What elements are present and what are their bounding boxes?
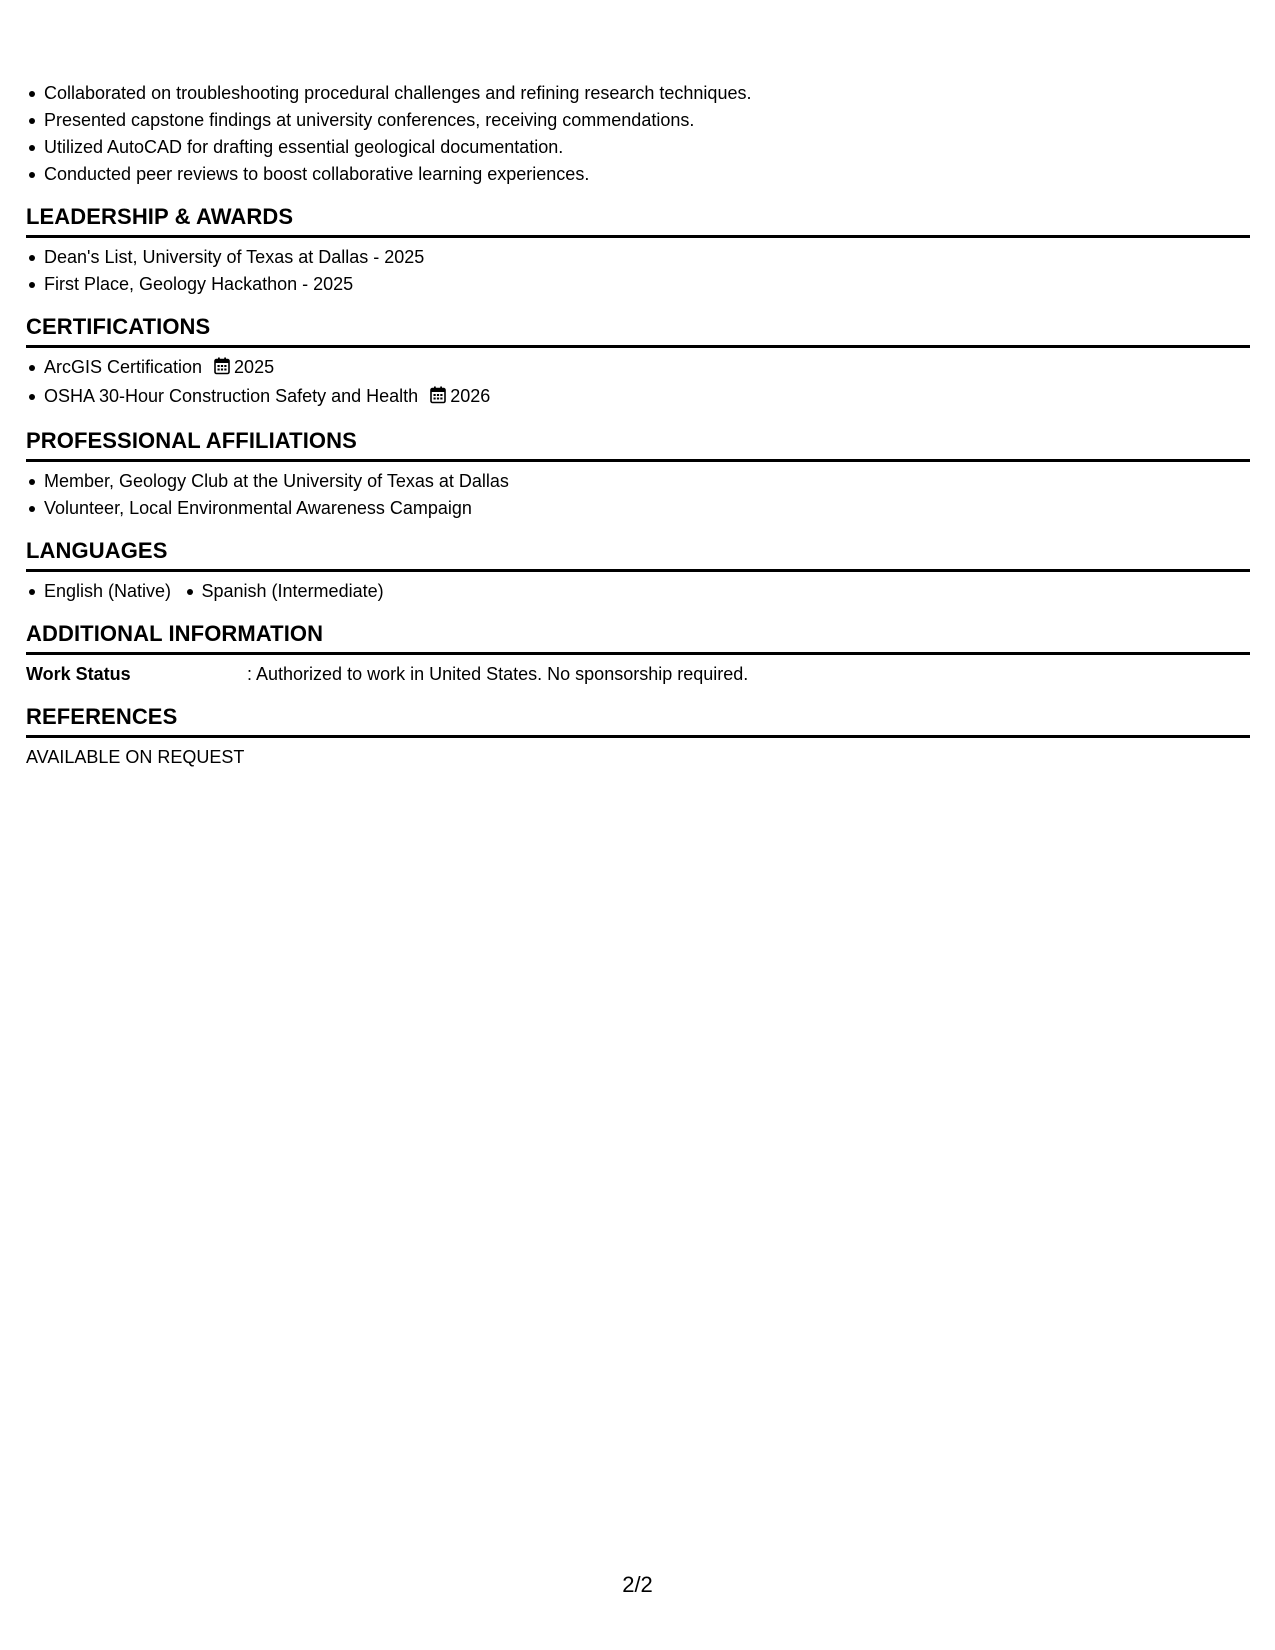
- list-item: First Place, Geology Hackathon - 2025: [44, 271, 1250, 298]
- section-title: LEADERSHIP & AWARDS: [26, 202, 1250, 238]
- work-status-label: Work Status: [26, 664, 131, 684]
- languages-list: [26, 578, 1250, 605]
- references-text: AVAILABLE ON REQUEST: [26, 747, 245, 767]
- language-item: English (Native): [44, 578, 171, 605]
- work-status-value: : Authorized to work in United States. No sponsorship required.: [247, 664, 749, 684]
- section-title: CERTIFICATIONS: [26, 312, 1250, 348]
- section-title: ADDITIONAL INFORMATION: [26, 619, 1250, 655]
- calendar-icon: [214, 356, 230, 383]
- certification-year: 2025: [234, 357, 275, 377]
- list-item: Volunteer, Local Environmental Awareness Campaign: [44, 495, 1250, 522]
- list-item: Utilized AutoCAD for drafting essential geological documentation.: [44, 134, 1250, 161]
- section-title: LANGUAGES: [26, 536, 1250, 572]
- leadership-section: [26, 202, 1250, 298]
- certification-year: 2026: [450, 386, 491, 406]
- certification-item: [44, 383, 1250, 412]
- languages-section: [26, 536, 1250, 605]
- calendar-icon: [430, 385, 446, 412]
- certification-name: OSHA 30-Hour Construction Safety and Health: [44, 386, 419, 406]
- carryover-bullet-list: [26, 80, 1250, 188]
- work-status-row: [26, 661, 1250, 688]
- list-item: Dean's List, University of Texas at Dallas - 2025: [44, 244, 1250, 271]
- section-title: REFERENCES: [26, 702, 1250, 738]
- additional-information-section: [26, 619, 1250, 688]
- leadership-list: [26, 244, 1250, 298]
- list-item: Presented capstone findings at university conferences, receiving commendations.: [44, 107, 1250, 134]
- certification-name: ArcGIS Certification: [44, 357, 203, 377]
- references-section: [26, 702, 1250, 771]
- affiliations-section: [26, 426, 1250, 522]
- page-number: 2/2: [622, 1572, 653, 1597]
- certifications-list: [26, 354, 1250, 412]
- certifications-section: [26, 312, 1250, 412]
- list-item: Collaborated on troubleshooting procedural challenges and refining research techniques.: [44, 80, 1250, 107]
- resume-page: [26, 80, 1250, 771]
- certification-item: [44, 354, 1250, 383]
- list-item: Conducted peer reviews to boost collaborative learning experiences.: [44, 161, 1250, 188]
- affiliations-list: [26, 468, 1250, 522]
- language-item: Spanish (Intermediate): [202, 578, 384, 605]
- section-title: PROFESSIONAL AFFILIATIONS: [26, 426, 1250, 462]
- list-item: Member, Geology Club at the University of Texas at Dallas: [44, 468, 1250, 495]
